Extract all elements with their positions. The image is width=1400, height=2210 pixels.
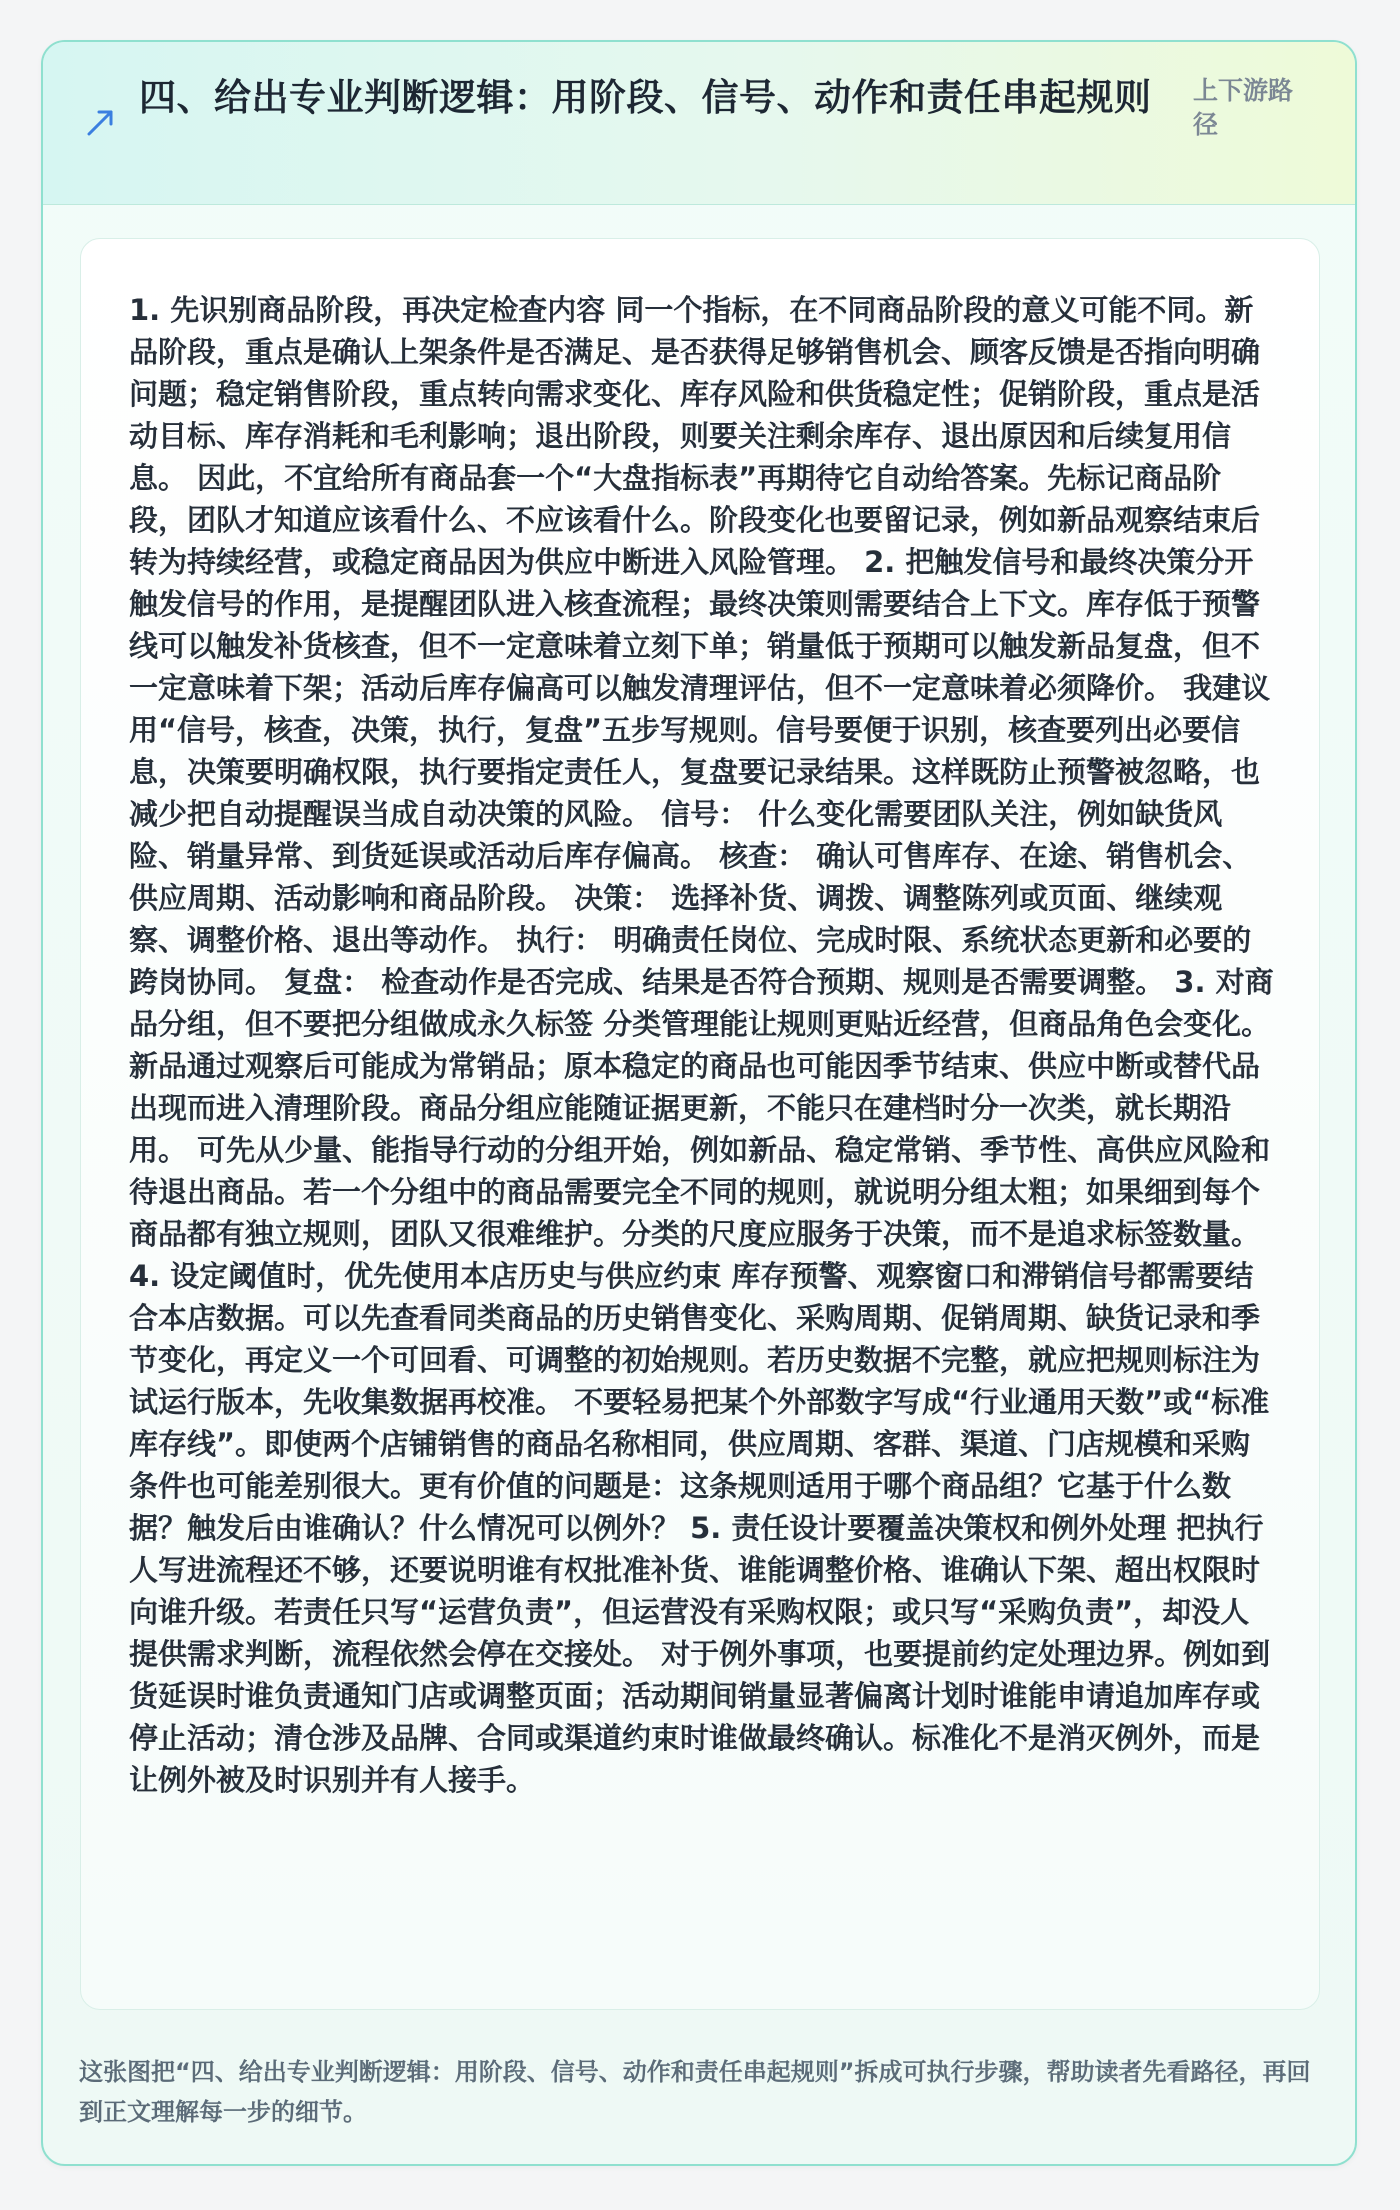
body-text: 1. 先识别商品阶段，再决定检查内容 同一个指标，在不同商品阶段的意义可能不同。新品阶段，重点是确认上架条件是否满足、是否获得足够销售机会、顾客反馈是否指向明确问题；稳定销售阶段，重点转向需求变化、库存风险和供货稳定性；促销阶段，重点是活动目标、库存消耗和毛利影响；退出阶段，则要关注剩余库存、退出原因和后续复用信息。 因此，不宜给所有商品套一个“大盘指标表”再期待它自动给答案。先标记商品阶段，团队才知道应该看什么、不应该看什么。阶段变化也要留记录，例如新品观察结束后转为持续经营，或稳定商品因为供应中断进入风险管理。 2. 把触发信号和最终决策分开 触发信号的作用，是提醒团队进入核查流程；最终决策则需要结合上下文。库存低于预警线可以触发补货核查，但不一定意味着立刻下单；销量低于预期可以触发新品复盘，但不一定意味着下架；活动后库存偏高可以触发清理评估，但不一定意味着必须降价。 我建议用“信号，核查，决策，执行，复盘”五步写规则。信号要便于识别，核查要列出必要信息，决策要明确权限，执行要指定责任人，复盘要记录结果。这样既防止预警被忽略，也减少把自动提醒误当成自动决策的风险。 信号： 什么变化需要团队关注，例如缺货风险、销量异常、到货延误或活动后库存偏高。 核查： 确认可售库存、在途、销售机会、供应周期、活动影响和商品阶段。 决策： 选择补货、调拨、调整陈列或页面、继续观察、调整价格、退出等动作。 执行： 明确责任岗位、完成时限、系统状态更新和必要的跨岗协同。 复盘： 检查动作是否完成、结果是否符合预期、规则是否需要调整。 3. 对商品分组，但不要把分组做成永久标签 分类管理能让规则更贴近经营，但商品角色会变化。新品通过观察后可能成为常销品；原本稳定的商品也可能因季节结束、供应中断或替代品出现而进入清理阶段。商品分组应能随证据更新，不能只在建档时分一次类，就长期沿用。 可先从少量、能指导行动的分组开始，例如新品、稳定常销、季节性、高供应风险和待退出商品。若一个分组中的商品需要完全不同的规则，就说明分组太粗；如果细到每个商品都有独立规则，团队又很难维护。分类的尺度应服务于决策，而不是追求标签数量。 4. 设定阈值时，优先使用本店历史与供应约束 库存预警、观察窗口和滞销信号都需要结合本店数据。可以先查看同类商品的历史销售变化、采购周期、促销周期、缺货记录和季节变化，再定义一个可回看、可调整的初始规则。若历史数据不完整，就应把规则标注为试运行版本，先收集数据再校准。 不要轻易把某个外部数字写成“行业通用天数”或“标准库存线”。即使两个店铺销售的商品名称相同，供应周期、客群、渠道、门店规模和采购条件也可能差别很大。更有价值的问题是：这条规则适用于哪个商品组？它基于什么数据？触发后由谁确认？什么情况可以例外？ 5. 责任设计要覆盖决策权和例外处理 把执行人写进流程还不够，还要说明谁有权批准补货、谁能调整价格、谁确认下架、超出权限时向谁升级。若责任只写“运营负责”，但运营没有采购权限；或只写“采购负责”，却没人提供需求判断，流程依然会停在交接处。 对于例外事项，也要提前约定处理边界。例如到货延误时谁负责通知门店或调整页面；活动期间销量显著偏离计划时谁能申请追加库存或停止活动；清仓涉及品牌、合同或渠道约束时谁做最终确认。标准化不是消灭例外，而是让例外被及时识别并有人接手。 <box>129 293 1274 1797</box>
path-tag: 上下游路径 <box>1193 76 1294 139</box>
content-panel <box>80 238 1320 2010</box>
card-header <box>43 42 1355 205</box>
arrow-up-right-icon <box>83 104 119 140</box>
section-title: 四、给出专业判断逻辑：用阶段、信号、动作和责任串起规则 <box>139 76 1152 119</box>
figure-caption: 这张图把“四、给出专业判断逻辑：用阶段、信号、动作和责任串起规则”拆成可执行步骤，帮助读者先看路径，再回到正文理解每一步的细节。 <box>79 2058 1311 2126</box>
article-card <box>41 40 1357 2166</box>
